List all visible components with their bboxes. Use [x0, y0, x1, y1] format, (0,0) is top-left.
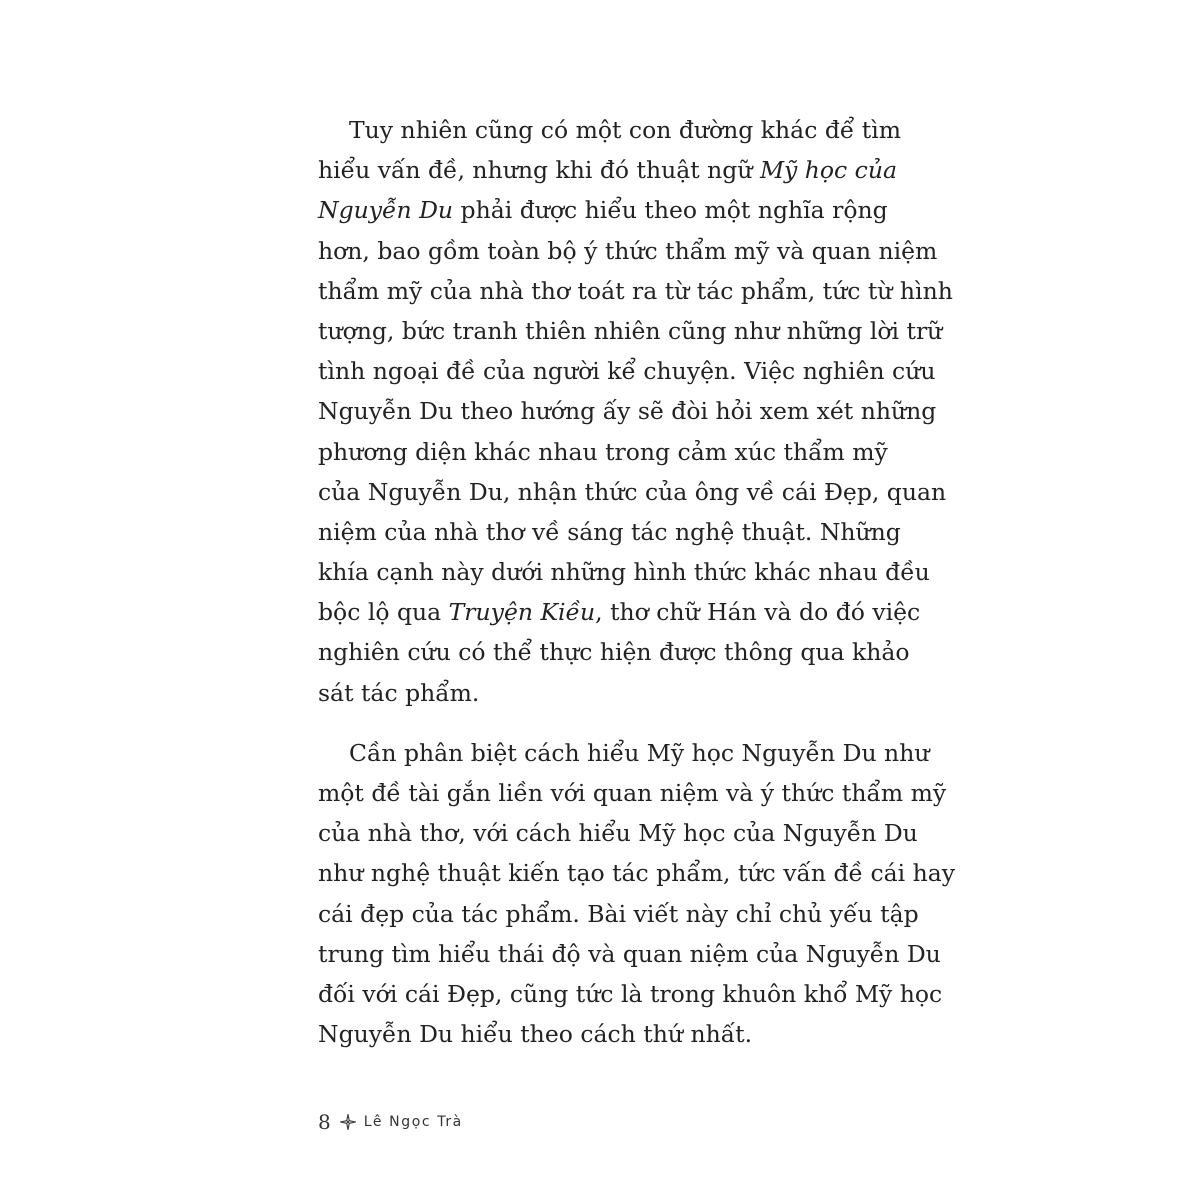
- text-span: cái đẹp của tác phẩm. Bài viết này chỉ chủ yếu tập: [318, 899, 919, 928]
- text-line: [318, 231, 938, 271]
- text-span: phải được hiểu theo một nghĩa rộng: [453, 196, 888, 225]
- text-line: [318, 733, 930, 773]
- text-line: [318, 150, 897, 190]
- text-span: trung tìm hiểu thái độ và quan niệm của Nguyễn Du: [318, 939, 941, 968]
- italic-text-span: Truyện Kiều: [448, 598, 596, 627]
- text-line: [318, 512, 901, 552]
- text-line: [318, 853, 956, 893]
- italic-text-span: Nguyễn Du: [318, 196, 454, 225]
- text-span: nghiên cứu có thể thực hiện được thông qua khảo: [318, 638, 910, 667]
- text-span: đối với cái Đẹp, cũng tức là trong khuôn khổ Mỹ học: [318, 979, 943, 1008]
- text-span: tượng, bức tranh thiên nhiên cũng như những lời trữ: [318, 316, 943, 345]
- text-span: Nguyễn Du hiểu theo cách thứ nhất.: [318, 1020, 753, 1049]
- paragraph: [318, 733, 956, 1055]
- text-span: , thơ chữ Hán và do đó việc: [595, 598, 921, 627]
- text-span: bộc lộ qua: [318, 598, 449, 627]
- body-text: [318, 110, 956, 1054]
- text-line: [318, 592, 921, 632]
- paragraph: [318, 110, 953, 713]
- text-line: [318, 190, 888, 230]
- text-line: [318, 632, 910, 672]
- running-footer-author: Lê Ngọc Trà: [363, 1114, 463, 1130]
- page-number: 8: [318, 1110, 331, 1134]
- text-line: [318, 391, 937, 431]
- text-line: [318, 311, 943, 351]
- text-line: [318, 351, 936, 391]
- text-line: [318, 673, 878, 713]
- text-line: [318, 472, 947, 512]
- text-span: khía cạnh này dưới những hình thức khác nhau đều: [318, 558, 930, 587]
- ornament-icon: [340, 1114, 356, 1130]
- text-span: Nguyễn Du theo hướng ấy sẽ đòi hỏi xem xét những: [318, 397, 937, 426]
- italic-text-span: Mỹ học của: [759, 156, 897, 185]
- text-span: hơn, bao gồm toàn bộ ý thức thẩm mỹ và quan niệm: [318, 236, 938, 265]
- text-line: [318, 934, 941, 974]
- text-span: hiểu vấn đề, nhưng khi đó thuật ngữ: [318, 156, 760, 185]
- text-line: [318, 432, 888, 472]
- page-footer: [318, 1108, 463, 1136]
- text-line: [318, 773, 947, 813]
- text-span: như nghệ thuật kiến tạo tác phẩm, tức vấn đề cái hay: [318, 859, 956, 888]
- text-line: [318, 271, 953, 311]
- text-span: thẩm mỹ của nhà thơ toát ra từ tác phẩm, tức từ hình: [318, 276, 953, 305]
- text-span: của nhà thơ, với cách hiểu Mỹ học của Nguyễn Du: [318, 819, 918, 848]
- text-span: sát tác phẩm.: [318, 678, 480, 707]
- text-span: của Nguyễn Du, nhận thức của ông về cái Đẹp, quan: [318, 477, 947, 506]
- text-span: Tuy nhiên cũng có một con đường khác để tìm: [349, 116, 902, 144]
- text-line: [318, 813, 918, 853]
- text-line: [318, 1014, 878, 1054]
- text-span: phương diện khác nhau trong cảm xúc thẩm mỹ: [318, 437, 888, 466]
- text-line: [318, 552, 930, 592]
- text-line: [318, 894, 919, 934]
- text-line: [318, 110, 902, 150]
- text-span: một đề tài gắn liền với quan niệm và ý thức thẩm mỹ: [318, 779, 947, 807]
- text-line: [318, 974, 943, 1014]
- text-span: niệm của nhà thơ về sáng tác nghệ thuật. Những: [318, 517, 901, 546]
- text-span: Cần phân biệt cách hiểu Mỹ học Nguyễn Du như: [349, 738, 930, 767]
- text-span: tình ngoại đề của người kể chuyện. Việc nghiên cứu: [318, 357, 936, 386]
